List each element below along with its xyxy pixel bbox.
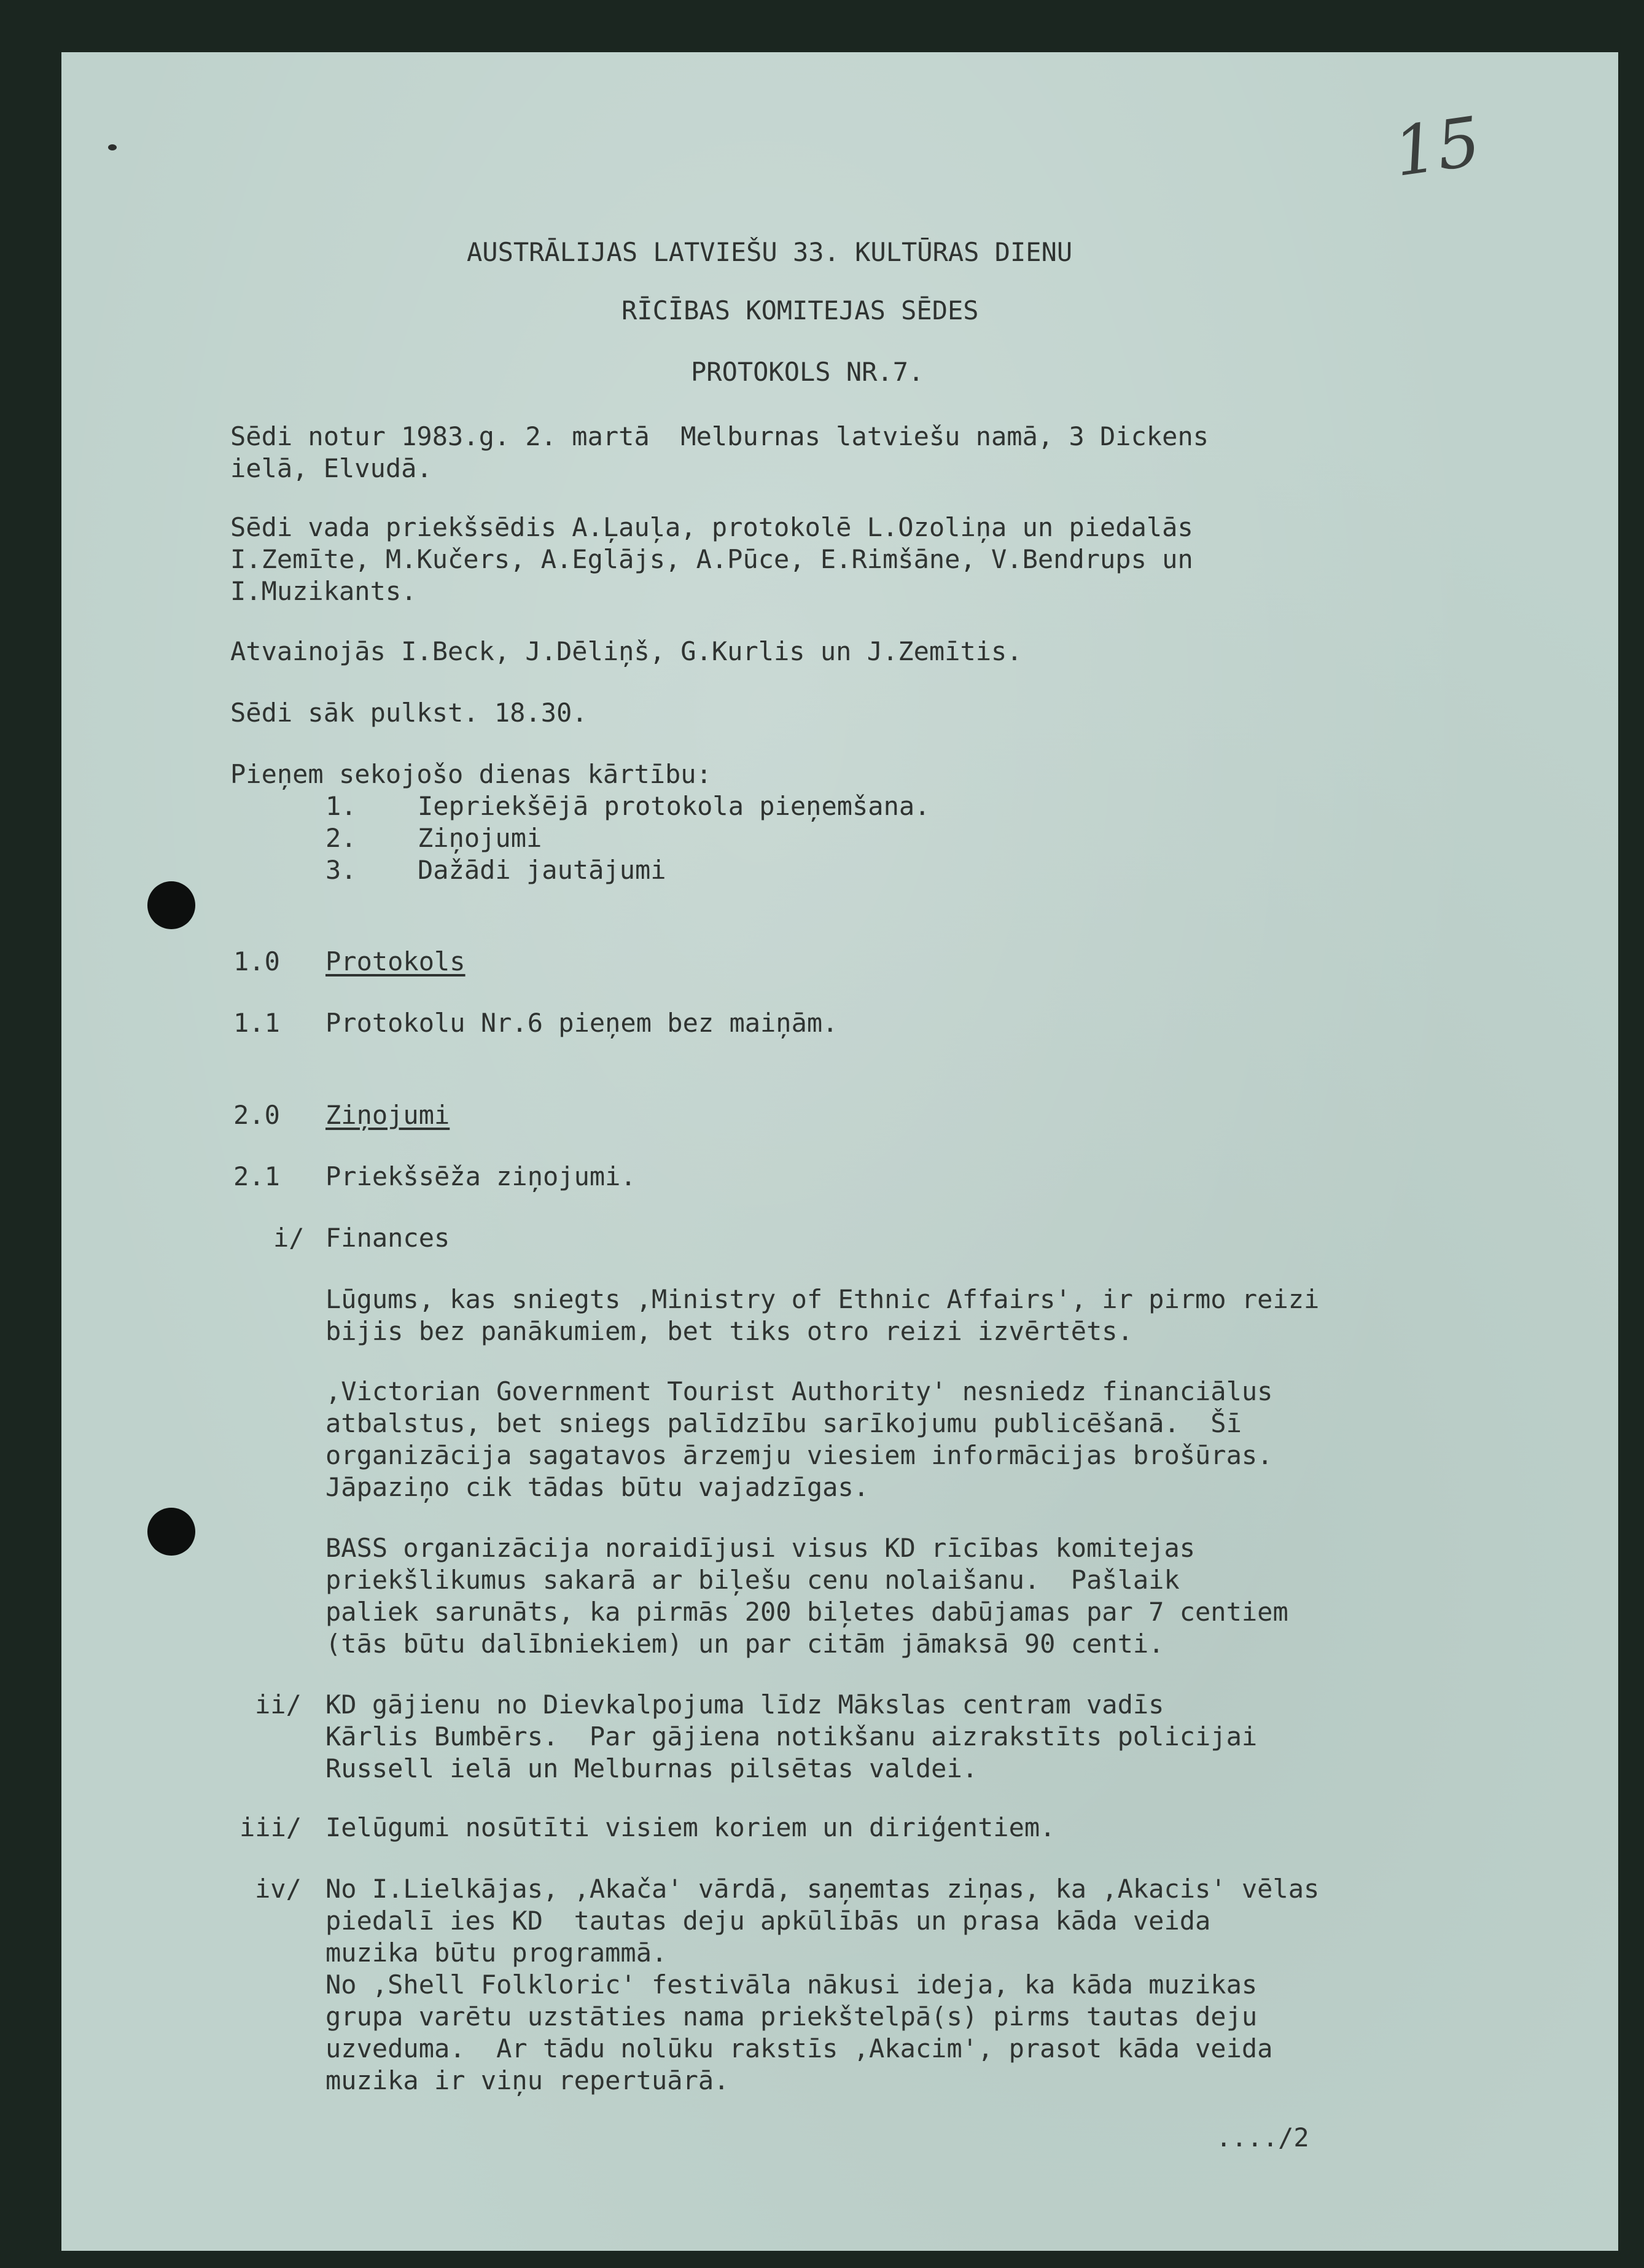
item-i-p3-l2: priekšlikumus sakarā ar biļešu cenu nolaišanu. Pašlaik bbox=[325, 1565, 1180, 1595]
doc-title-line1: AUSTRĀLIJAS LATVIEŠU 33. KULTŪRAS DIENU bbox=[467, 237, 1073, 267]
continuation-marker: ..../2 bbox=[1216, 2122, 1309, 2153]
item-iii-text: Ielūgumi nosūtīti visiem koriem un diriģentiem. bbox=[325, 1812, 1056, 1842]
item-i-p3-l4: (tās būtu dalībniekiem) un par citām jāmaksā 90 centi. bbox=[325, 1629, 1164, 1659]
section-1-1-number: 1.1 bbox=[233, 1008, 280, 1038]
item-iv-l4: No ,Shell Folkloric' festivāla nākusi ideja, ka kāda muzikas bbox=[325, 1970, 1258, 2000]
punch-hole bbox=[147, 1508, 195, 1556]
agenda-num-2: 2. bbox=[325, 823, 357, 853]
document-page bbox=[61, 52, 1618, 2251]
item-ii-l1: KD gājienu no Dievkalpojuma līdz Mākslas centram vadīs bbox=[325, 1689, 1164, 1720]
section-2-1-text: Priekšsēža ziņojumi. bbox=[325, 1161, 636, 1191]
intro-p2-l2: I.Zemīte, M.Kučers, A.Eglājs, A.Pūce, E.Rimšāne, V.Bendrups un bbox=[230, 544, 1193, 574]
agenda-item-1: Iepriekšējā protokola pieņemšana. bbox=[418, 791, 930, 821]
item-i-p2-l1: ,Victorian Government Tourist Authority' nesniedz financiālus bbox=[325, 1376, 1273, 1406]
item-i-p1-l2: bijis bez panākumiem, bet tiks otro reizi izvērtēts. bbox=[325, 1316, 1133, 1346]
item-i-p3-l3: paliek sarunāts, ka pirmās 200 biļetes dabūjamas par 7 centiem bbox=[325, 1597, 1288, 1627]
item-ii-label: ii/ bbox=[255, 1689, 302, 1720]
item-i-label: i/ bbox=[273, 1223, 305, 1253]
section-1-heading: Protokols bbox=[325, 946, 466, 976]
handwritten-page-number: 15 bbox=[1389, 101, 1486, 192]
punch-hole bbox=[147, 881, 195, 929]
item-iv-l1: No I.Lielkājas, ,Akača' vārdā, saņemtas ziņas, ka ,Akacis' vēlas bbox=[325, 1874, 1320, 1904]
item-iv-label: iv/ bbox=[255, 1874, 302, 1904]
agenda-num-3: 3. bbox=[325, 855, 357, 885]
item-iv-l3: muzika būtu programmā. bbox=[325, 1938, 668, 1968]
section-1-1-text: Protokolu Nr.6 pieņem bez maiņām. bbox=[325, 1008, 838, 1038]
agenda-num-1: 1. bbox=[325, 791, 357, 821]
intro-p3: Atvainojās I.Beck, J.Dēliņš, G.Kurlis un J.Zemītis. bbox=[230, 636, 1023, 666]
item-iv-l6: uzveduma. Ar tādu nolūku rakstīs ,Akacim', prasot kāda veida bbox=[325, 2033, 1273, 2063]
item-i-p3-l1: BASS organizācija noraidījusi visus KD rīcības komitejas bbox=[325, 1533, 1196, 1563]
intro-p1-l1: Sēdi notur 1983.g. 2. martā Melburnas latviešu namā, 3 Dickens bbox=[230, 421, 1209, 451]
doc-title-line2: RĪCĪBAS KOMITEJAS SĒDES bbox=[621, 295, 979, 325]
agenda-item-2: Ziņojumi bbox=[418, 823, 542, 853]
agenda-intro: Pieņem sekojošo dienas kārtību: bbox=[230, 759, 712, 789]
section-2-heading: Ziņojumi bbox=[325, 1100, 450, 1130]
item-i-p2-l3: organizācija sagatavos ārzemju viesiem informācijas brošūras. bbox=[325, 1440, 1273, 1470]
item-iv-l5: grupa varētu uzstāties nama priekštelpā(s) pirms tautas deju bbox=[325, 2001, 1258, 2032]
intro-p4: Sēdi sāk pulkst. 18.30. bbox=[230, 698, 588, 728]
intro-p1-l2: ielā, Elvudā. bbox=[230, 453, 432, 483]
item-iii-label: iii/ bbox=[240, 1812, 302, 1842]
section-2-1-number: 2.1 bbox=[233, 1161, 280, 1191]
agenda-item-3: Dažādi jautājumi bbox=[418, 855, 666, 885]
item-iv-l2: piedalī ies KD tautas deju apkūlībās un prasa kāda veida bbox=[325, 1906, 1211, 1936]
item-i-p2-l4: Jāpaziņo cik tādas būtu vajadzīgas. bbox=[325, 1472, 870, 1502]
doc-title-line3: PROTOKOLS NR.7. bbox=[691, 357, 924, 387]
ink-dot bbox=[108, 144, 117, 150]
section-2-number: 2.0 bbox=[233, 1100, 280, 1130]
item-iv-l7: muzika ir viņu repertuārā. bbox=[325, 2065, 730, 2095]
item-ii-l2: Kārlis Bumbērs. Par gājiena notikšanu aizrakstīts policijai bbox=[325, 1721, 1258, 1752]
intro-p2-l3: I.Muzikants. bbox=[230, 576, 417, 606]
intro-p2-l1: Sēdi vada priekšsēdis A.Ļauļa, protokolē L.Ozoliņa un piedalās bbox=[230, 512, 1193, 542]
item-i-p1-l1: Lūgums, kas sniegts ,Ministry of Ethnic Affairs', ir pirmo reizi bbox=[325, 1284, 1320, 1314]
item-i-p2-l2: atbalstus, bet sniegs palīdzību sarīkojumu publicēšanā. Šī bbox=[325, 1408, 1242, 1438]
item-i-heading: Finances bbox=[325, 1223, 450, 1253]
section-1-number: 1.0 bbox=[233, 946, 280, 976]
item-ii-l3: Russell ielā un Melburnas pilsētas valdei. bbox=[325, 1753, 978, 1783]
